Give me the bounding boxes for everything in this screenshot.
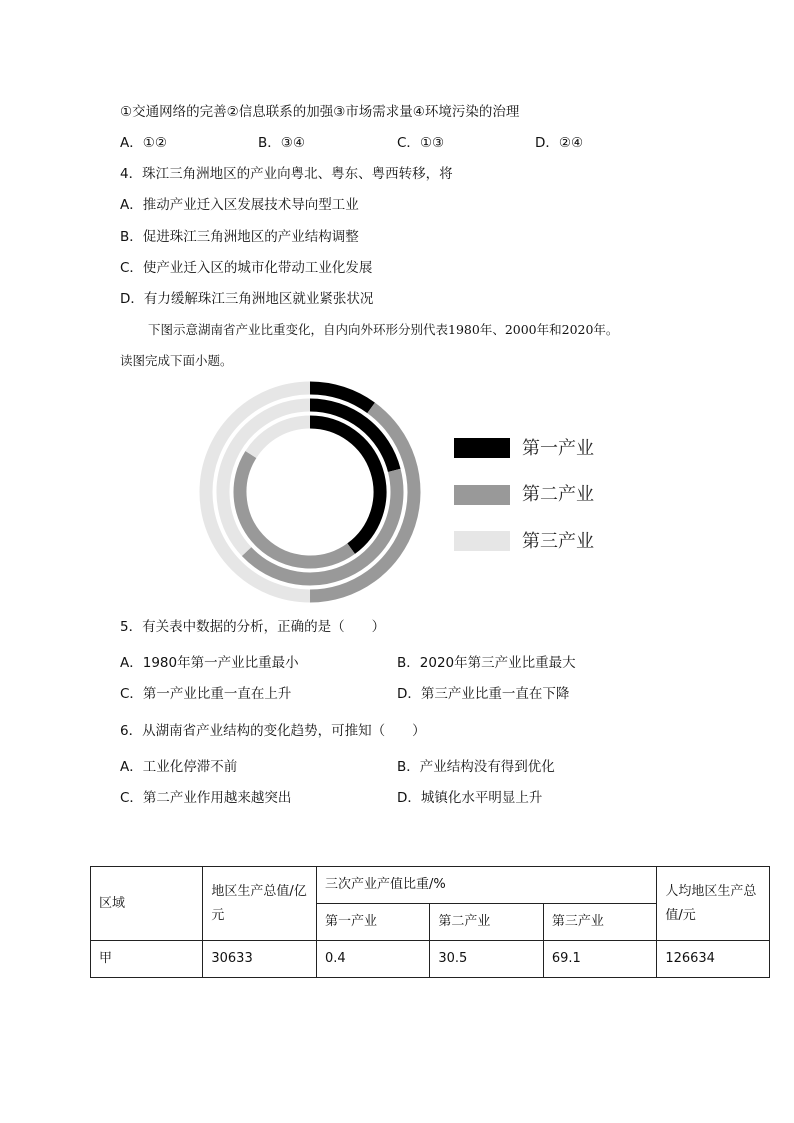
q6-option-c: C．第二产业作用越来越突出: [120, 790, 292, 806]
figure-intro-line1: 下图示意湖南省产业比重变化，自内向外环形分别代表1980年、2000年和2020年。: [148, 322, 619, 337]
q3-option-b-text: ③④: [280, 135, 305, 151]
q6-option-a: A．工业化停滞不前: [120, 759, 238, 775]
header-per-capita: 人均地区生产总值/元: [657, 867, 770, 941]
cell-tertiary: 69.1: [543, 941, 656, 978]
legend-swatch-secondary: [454, 485, 510, 505]
cell-per-capita: 126634: [657, 941, 770, 978]
header-ratio: 三次产业产值比重/%: [316, 867, 656, 904]
header-region: 区域: [91, 867, 203, 941]
ring-1980-segment-1: [310, 422, 380, 549]
figure-intro-line2: 读图完成下面小题。: [120, 353, 233, 368]
table-row: [91, 941, 770, 978]
q5-option-c: C．第一产业比重一直在上升: [120, 686, 292, 702]
q3-option-d-text: ②④: [558, 135, 584, 151]
cell-region: 甲: [91, 941, 203, 978]
q3-option-b-letter: B．: [258, 135, 281, 151]
header-tertiary: 第三产业: [543, 904, 656, 941]
industry-ring-chart: [190, 372, 430, 612]
q6-option-d: D．城镇化水平明显上升: [397, 790, 543, 806]
q5-option-a: A．1980年第一产业比重最小: [120, 655, 299, 671]
q3-option-d-letter: D．: [535, 135, 559, 151]
q3-option-a: [120, 134, 167, 152]
q4-stem: 4．珠江三角洲地区的产业向粤北、粤东、粤西转移，将: [120, 166, 453, 182]
legend-swatch-tertiary: [454, 531, 510, 551]
q4-option-a: A．推动产业迁入区发展技术导向型工业: [120, 197, 359, 213]
q3-option-d: [535, 134, 583, 152]
legend-label-tertiary: 第三产业: [522, 531, 594, 552]
q6-option-b: B．产业结构没有得到优化: [397, 759, 555, 775]
legend-label-secondary: 第二产业: [522, 484, 594, 505]
header-gdp: 地区生产总值/亿元: [203, 867, 317, 941]
q3-option-b: [258, 134, 305, 152]
legend-label-primary: 第一产业: [522, 438, 594, 459]
q3-option-a-text: ①②: [142, 135, 167, 151]
q4-option-c: C．使产业迁入区的城市化带动工业化发展: [120, 260, 373, 276]
q5-option-b: B．2020年第三产业比重最大: [397, 655, 576, 671]
q3-option-c-text: ①③: [419, 135, 445, 151]
cell-primary: 0.4: [316, 941, 429, 978]
header-primary: 第一产业: [316, 904, 429, 941]
q5-stem: 5．有关表中数据的分析，正确的是（ ）: [120, 619, 386, 635]
legend-swatch-primary: [454, 438, 510, 458]
ring-1980-segment-2: [240, 454, 351, 562]
q3-option-a-letter: A．: [120, 135, 143, 151]
q4-option-d: D．有力缓解珠江三角洲地区就业紧张状况: [120, 291, 374, 307]
q3-option-c-letter: C．: [397, 135, 420, 151]
header-secondary: 第二产业: [430, 904, 543, 941]
cell-gdp: 30633: [203, 941, 317, 978]
q3-statements: ①交通网络的完善②信息联系的加强③市场需求量④环境污染的治理: [120, 104, 520, 120]
q5-option-d: D．第三产业比重一直在下降: [397, 686, 570, 702]
q4-option-b: B．促进珠江三角洲地区的产业结构调整: [120, 229, 359, 245]
q6-stem: 6．从湖南省产业结构的变化趋势，可推知（ ）: [120, 723, 426, 739]
q3-option-c: [397, 134, 444, 152]
table-header-row: [91, 867, 770, 904]
cell-secondary: 30.5: [430, 941, 543, 978]
region-data-table: [90, 866, 770, 978]
